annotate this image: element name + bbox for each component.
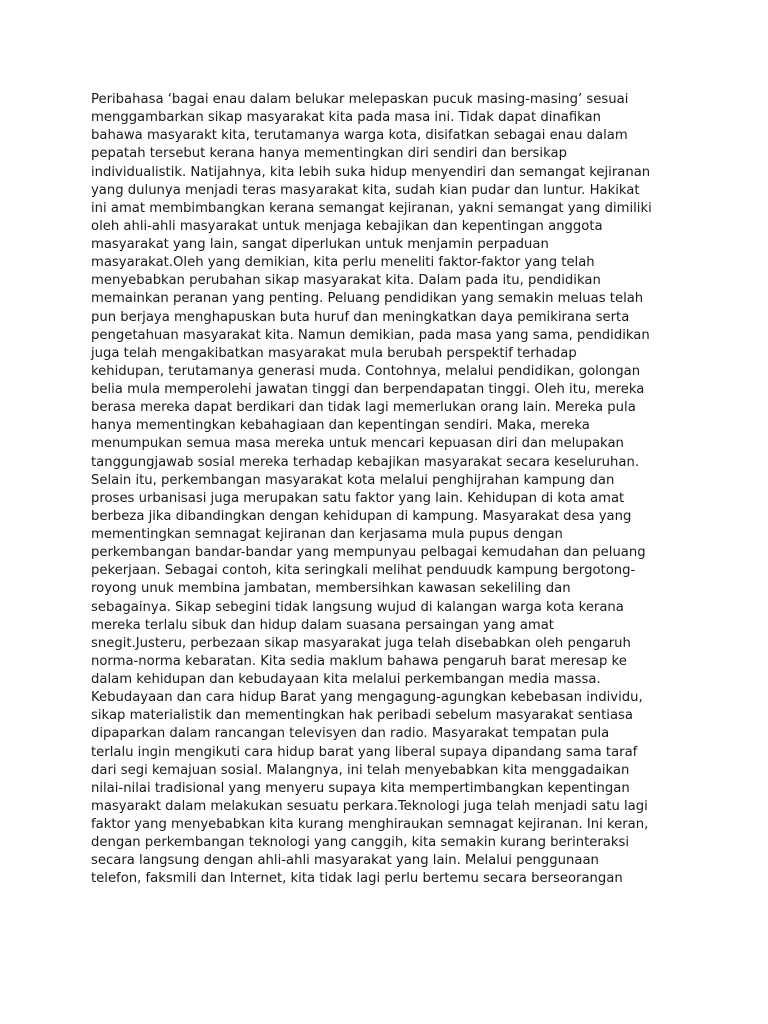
text-line: masyarakat yang lain, sangat diperlukan untuk menjamin perpaduan bbox=[91, 237, 549, 252]
text-line: dalam kehidupan dan kebudayaan kita melalui perkembangan media massa. bbox=[91, 672, 601, 687]
text-line: masyarakt dalam melakukan sesuatu perkara.Teknologi juga telah menjadi satu lagi bbox=[91, 798, 648, 814]
text-line: masyarakat.Oleh yang demikian, kita perlu meneliti faktor-faktor yang telah bbox=[91, 255, 595, 271]
text-line: berasa mereka dapat berdikari dan tidak lagi memerlukan orang lain. Mereka pula bbox=[91, 400, 636, 416]
text-line: terlalu ingin mengikuti cara hidup barat yang liberal supaya dipandang sama taraf bbox=[91, 744, 638, 760]
text-line: secara langsung dengan ahli-ahli masyarakat yang lain. Melalui penggunaan bbox=[91, 853, 599, 869]
text-line: sebagainya. Sikap sebegini tidak langsung wujud di kalangan warga kota kerana bbox=[91, 599, 624, 615]
text-line: pun berjaya menghapuskan buta huruf dan meningkatkan daya pemikirana serta bbox=[91, 309, 630, 325]
text-line: memainkan peranan yang penting. Peluang pendidikan yang semakin meluas telah bbox=[91, 291, 644, 307]
text-line: telefon, faksmili dan Internet, kita tidak lagi perlu bertemu secara berseorangan bbox=[91, 871, 623, 887]
text-line: dari segi kemajuan sosial. Malangnya, ini telah menyebabkan kita menggadaikan bbox=[91, 762, 630, 778]
text-line: faktor yang menyebabkan kita kurang menghiraukan semnagat kejiranan. Ini keran, bbox=[91, 817, 649, 832]
text-line: Selain itu, perkembangan masyarakat kota melalui penghijrahan kampung dan bbox=[91, 472, 615, 488]
text-line: pekerjaan. Sebagai contoh, kita seringkali melihat penduudk kampung bergotong- bbox=[91, 563, 636, 579]
text-line: juga telah mengakibatkan masyarakat mula berubah perspektif terhadap bbox=[91, 345, 577, 361]
text-line: royong unuk membina jambatan, membersihkan kawasan sekeliling dan bbox=[91, 581, 571, 597]
text-line: pengetahuan masyarakat kita. Namun demikian, pada masa yang sama, pendidikan bbox=[91, 327, 650, 343]
text-line: menyebabkan perubahan sikap masyarakat kita. Dalam pada itu, pendidikan bbox=[91, 273, 601, 289]
text-line: berbeza jika dibandingkan dengan kehidupan di kampung. Masyarakat desa yang bbox=[91, 508, 632, 524]
text-line: sikap materialistik dan mementingkan hak peribadi sebelum masyarakat sentiasa bbox=[91, 708, 633, 724]
text-line: kehidupan, terutamanya generasi muda. Contohnya, melalui pendidikan, golongan bbox=[91, 363, 641, 379]
text-line: hanya mementingkan kebahagiaan dan kepentingan sendiri. Maka, mereka bbox=[91, 418, 590, 434]
text-line: proses urbanisasi juga merupakan satu faktor yang lain. Kehidupan di kota amat bbox=[91, 490, 625, 506]
text-line: menggambarkan sikap masyarakat kita pada masa ini. Tidak dapat dinafikan bbox=[91, 110, 601, 126]
text-line: Peribahasa ‘bagai enau dalam belukar melepaskan pucuk masing-masing’ sesuai bbox=[91, 92, 629, 107]
text-line: yang dulunya menjadi teras masyarakat kita, sudah kian pudar dan luntur. Hakikat bbox=[91, 182, 640, 198]
text-line: tanggungjawab sosial mereka terhadap kebajikan masyarakat secara keseluruhan. bbox=[91, 454, 640, 470]
text-line: pepatah tersebut kerana hanya mementingkan diri sendiri dan bersikap bbox=[91, 146, 567, 162]
text-line: perkembangan bandar-bandar yang mempunyau pelbagai kemudahan dan peluang bbox=[91, 545, 646, 561]
text-line: bahawa masyarakt kita, terutamanya warga kota, disifatkan sebagai enau dalam bbox=[91, 128, 628, 144]
text-line: nilai-nilai tradisional yang menyeru supaya kita mempertimbangkan kepentingan bbox=[91, 780, 630, 796]
text-line: snegit.Justeru, perbezaan sikap masyarakat juga telah disebabkan oleh pengaruh bbox=[91, 635, 631, 651]
text-line: dipaparkan dalam rancangan televisyen dan radio. Masyarakat tempatan pula bbox=[91, 726, 610, 742]
text-line: norma-norma kebaratan. Kita sedia maklum bahawa pengaruh barat meresap ke bbox=[91, 653, 627, 669]
text-line: belia mula memperolehi jawatan tinggi dan berpendapatan tinggi. Oleh itu, mereka bbox=[91, 382, 645, 397]
text-line: mementingkan semnagat kejiranan dan kerjasama mula pupus dengan bbox=[91, 527, 563, 542]
text-line: Kebudayaan dan cara hidup Barat yang mengagung-agungkan kebebasan individu, bbox=[91, 690, 643, 706]
text-line: mereka terlalu sibuk dan hidup dalam suasana persaingan yang amat bbox=[91, 617, 554, 633]
text-line: oleh ahli-ahli masyarakat untuk menjaga kebajikan dan kepentingan anggota bbox=[91, 218, 603, 234]
text-line: ini amat membimbangkan kerana semangat kejiranan, yakni semangat yang dimiliki bbox=[91, 200, 652, 216]
text-line: menumpukan semua masa mereka untuk mencari kepuasan diri dan melupakan bbox=[91, 436, 624, 452]
text-line: dengan perkembangan teknologi yang canggih, kita semakin kurang berinteraksi bbox=[91, 835, 630, 851]
text-line: individualistik. Natijahnya, kita lebih suka hidup menyendiri dan semangat kejiranan bbox=[91, 164, 651, 180]
body-paragraph bbox=[91, 91, 691, 889]
